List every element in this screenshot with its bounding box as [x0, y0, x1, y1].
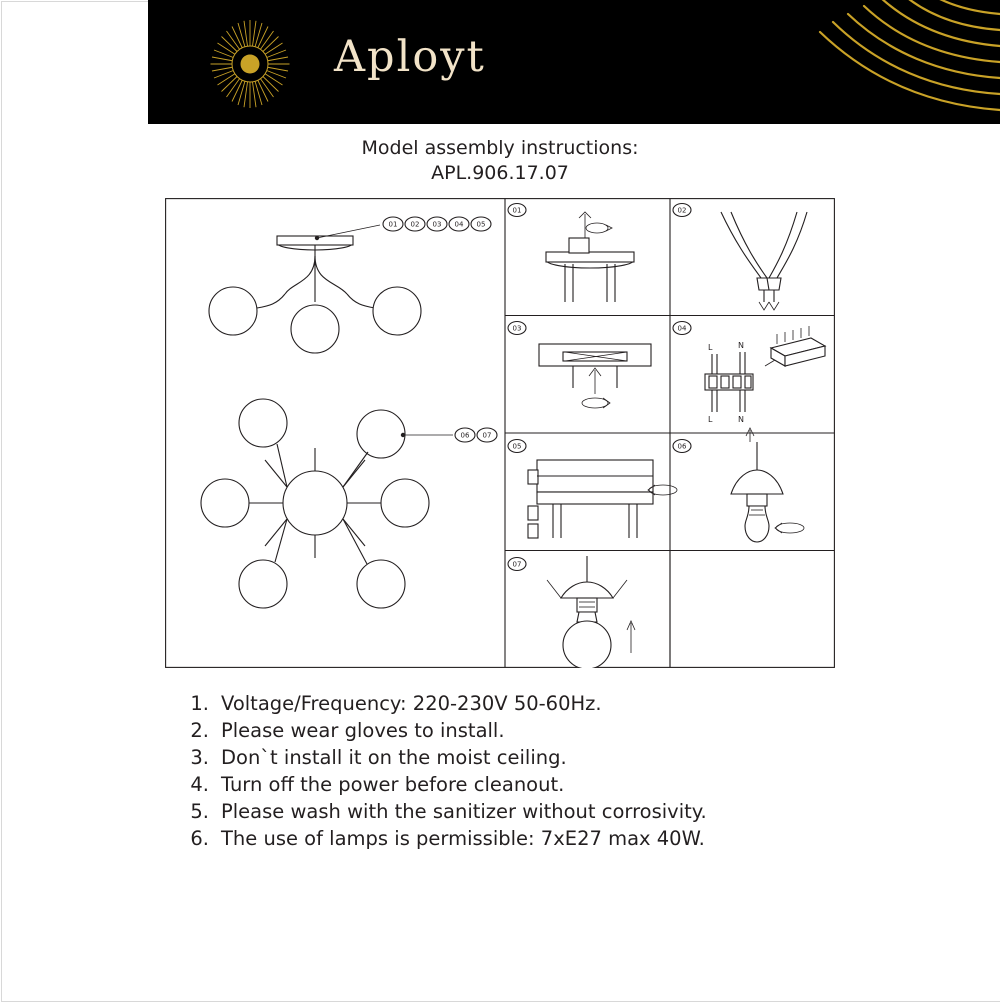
svg-text:03: 03	[433, 221, 442, 229]
svg-text:07: 07	[513, 561, 522, 569]
svg-text:N: N	[738, 415, 744, 424]
page-title	[0, 136, 1000, 186]
notes-list	[175, 690, 875, 852]
title-line-1: Model assembly instructions:	[0, 136, 1000, 161]
svg-text:N: N	[738, 341, 744, 350]
list-item	[175, 771, 875, 798]
note-number: 2.	[175, 717, 221, 744]
title-line-2: APL.906.17.07	[0, 161, 1000, 186]
list-item	[175, 690, 875, 717]
svg-text:04: 04	[455, 221, 464, 229]
svg-text:05: 05	[513, 443, 522, 451]
note-text: Turn off the power before cleanout.	[221, 771, 875, 798]
note-text: The use of lamps is permissible: 7xE27 max 40W.	[221, 825, 875, 852]
note-number: 5.	[175, 798, 221, 825]
svg-text:02: 02	[411, 221, 420, 229]
list-item	[175, 825, 875, 852]
brand-banner	[148, 0, 1000, 124]
svg-text:01: 01	[389, 221, 398, 229]
note-text: Please wash with the sanitizer without corrosivity.	[221, 798, 875, 825]
svg-text:L: L	[708, 343, 713, 352]
note-number: 6.	[175, 825, 221, 852]
svg-text:06: 06	[461, 432, 470, 440]
note-text: Please wear gloves to install.	[221, 717, 875, 744]
assembly-diagram	[165, 198, 835, 668]
note-text: Voltage/Frequency: 220-230V 50-60Hz.	[221, 690, 875, 717]
svg-text:05: 05	[477, 221, 486, 229]
corner-rays-icon	[700, 0, 1000, 120]
list-item	[175, 744, 875, 771]
svg-text:03: 03	[513, 325, 522, 333]
svg-text:01: 01	[513, 207, 522, 215]
list-item	[175, 717, 875, 744]
brand-wordmark: Aployt	[334, 32, 486, 82]
svg-text:06: 06	[678, 443, 687, 451]
svg-text:02: 02	[678, 207, 687, 215]
callout-group-main	[383, 217, 491, 231]
list-item	[175, 798, 875, 825]
note-text: Don`t install it on the moist ceiling.	[221, 744, 875, 771]
sunburst-icon	[204, 18, 296, 110]
svg-text:04: 04	[678, 325, 687, 333]
svg-text:07: 07	[483, 432, 492, 440]
note-number: 4.	[175, 771, 221, 798]
note-number: 1.	[175, 690, 221, 717]
svg-text:L: L	[708, 415, 713, 424]
note-number: 3.	[175, 744, 221, 771]
